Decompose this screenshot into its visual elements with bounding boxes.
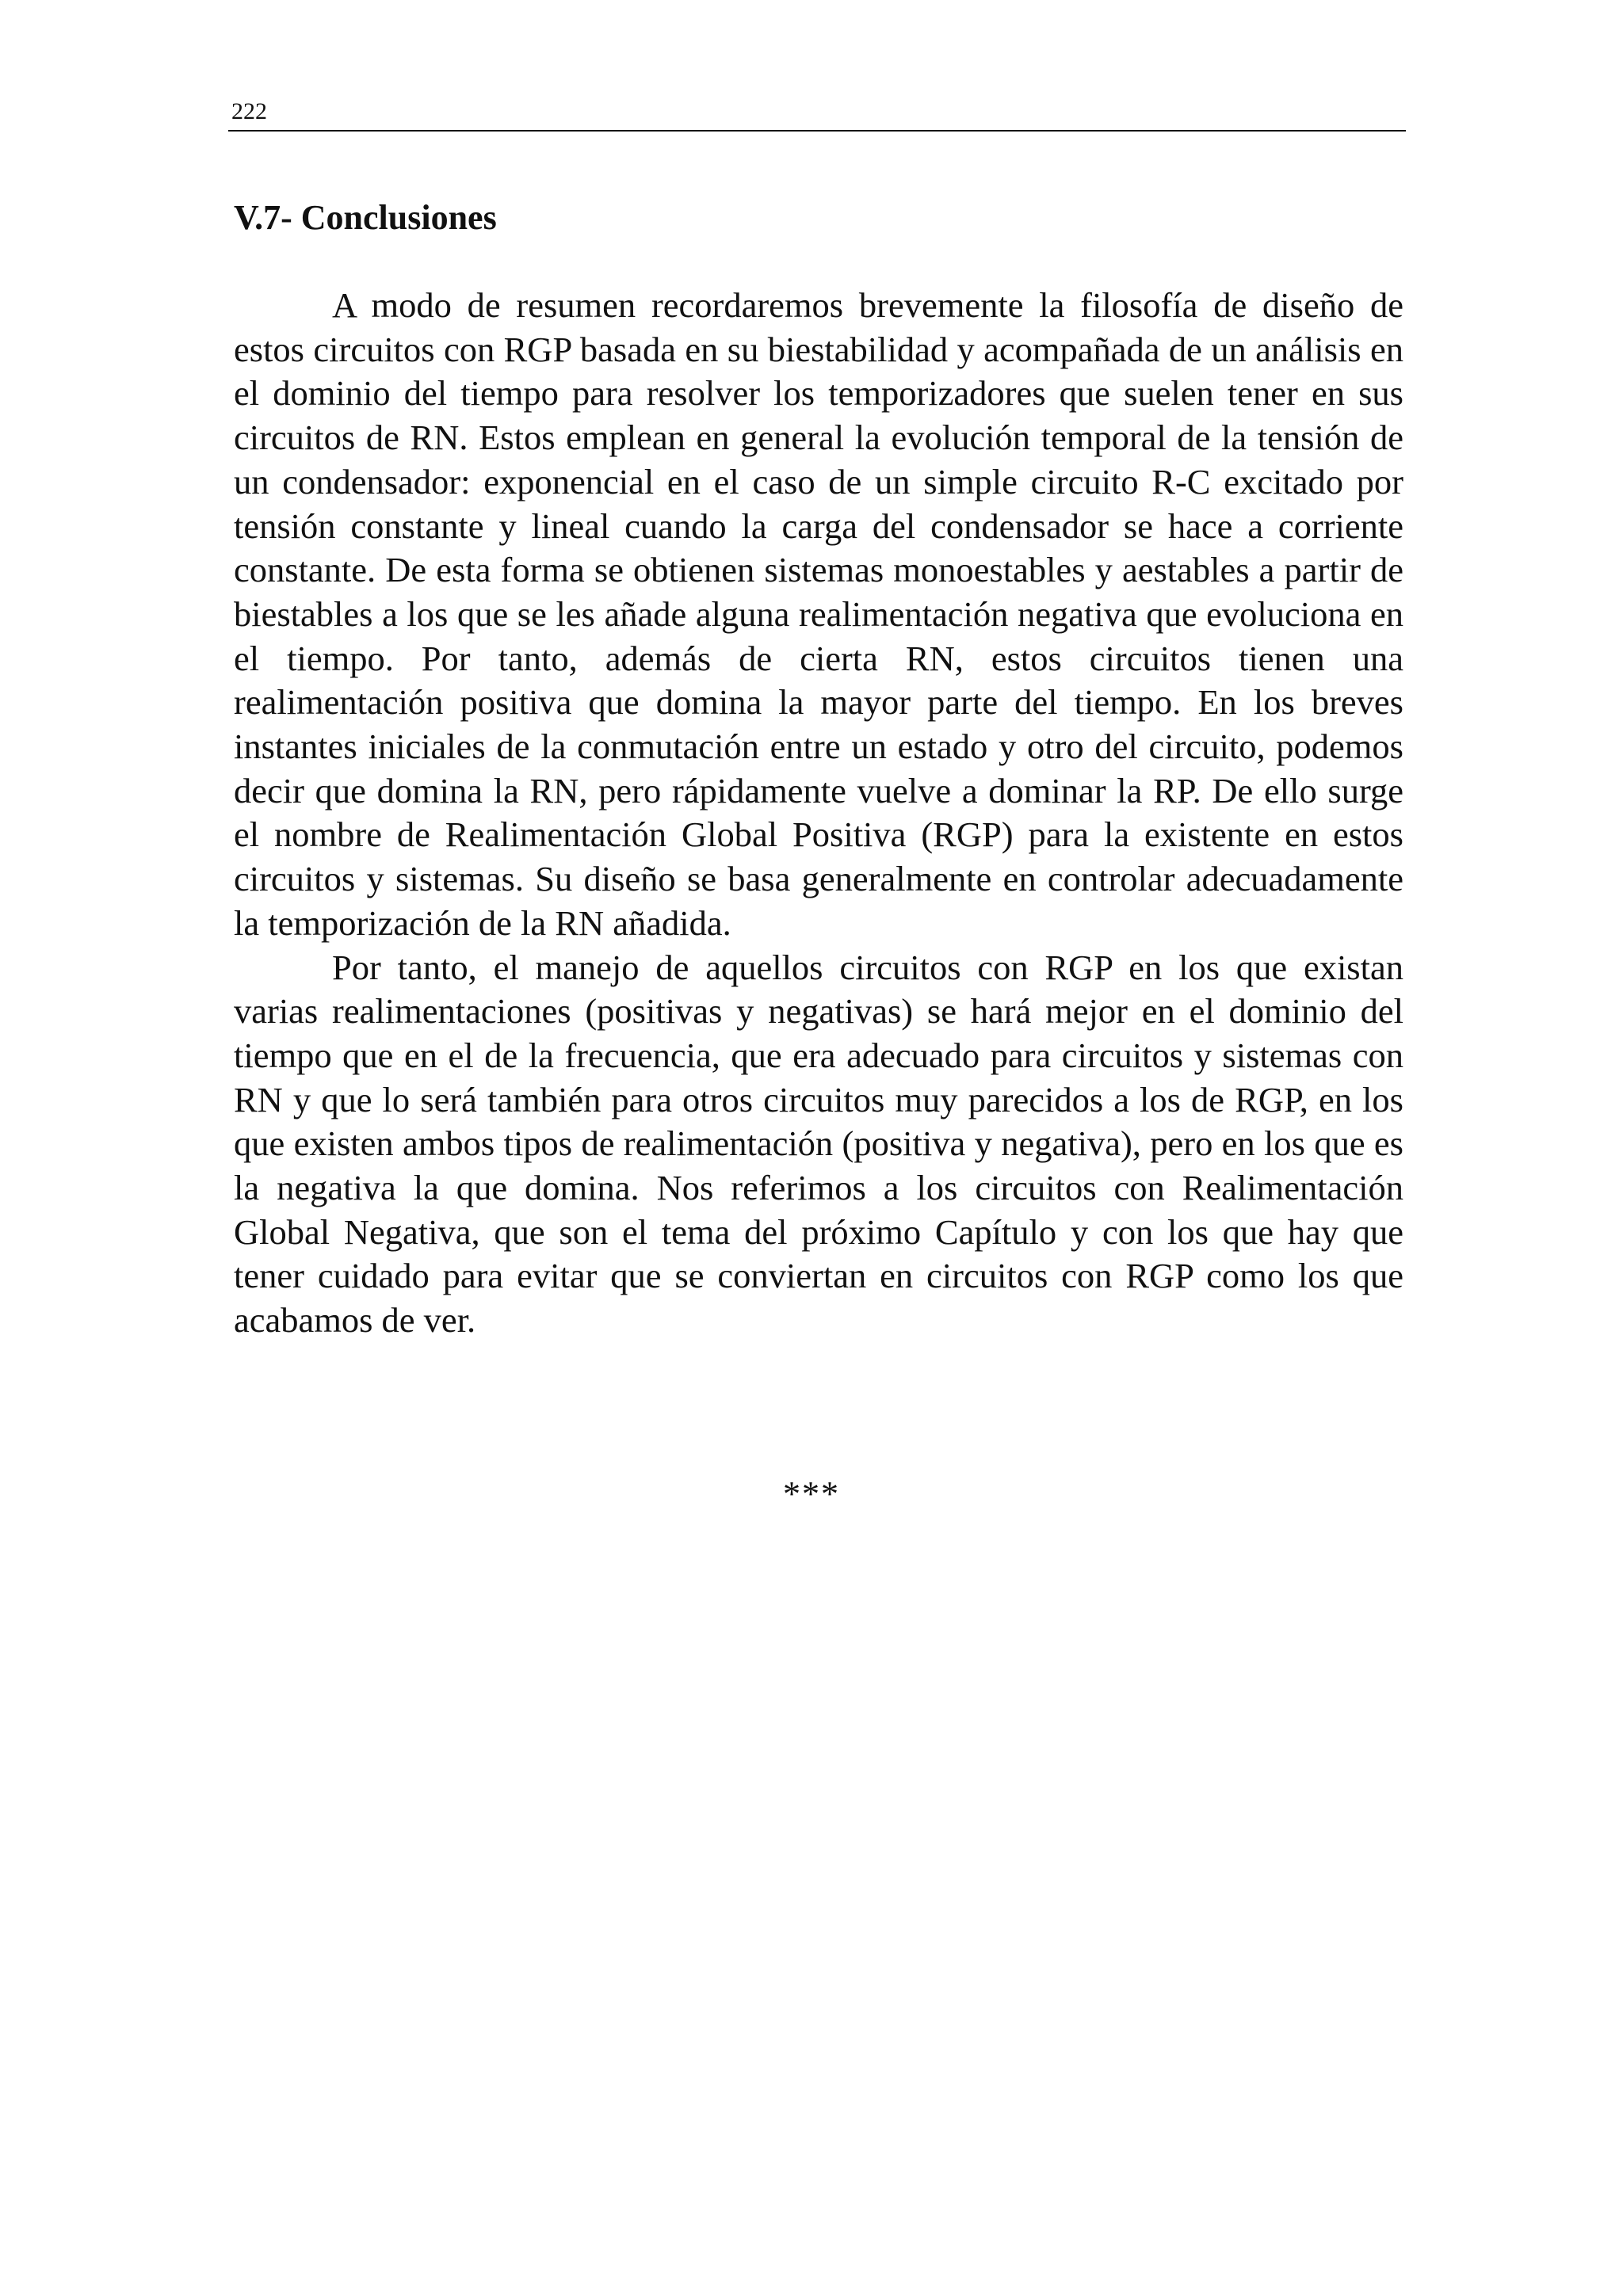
body-text (234, 284, 1403, 1343)
paragraph-1: A modo de resumen recordaremos brevemente la filosofía de diseño de estos circuitos con RGP basada en su biestabilidad y acompañada de un análisis en el dominio del tiempo para resolver los temporizadores que suelen tener en sus circuitos de RN. Estos emplean en general la evolución temporal de la tensión de un condensador: exponencial en el caso de un simple circuito R-C excitado por tensión constante y lineal cuando la carga del condensador se hace a corriente constante. De esta forma se obtienen sistemas monoestables y aestables a partir de biestables a los que se les añade alguna realimentación negativa que evoluciona en el tiempo. Por tanto, además de cierta RN, estos circuitos tienen una realimentación positiva que domina la mayor parte del tiempo. En los breves instantes iniciales de la conmutación entre un estado y otro del circuito, podemos decir que domina la RN, pero rápidamente vuelve a dominar la RP. De ello surge el nombre de Realimentación Global Positiva (RGP) para la existente en estos circuitos y sistemas. Su diseño se basa generalmente en controlar adecuadamente la temporización de la RN añadida. (234, 285, 1403, 943)
paragraph-2: Por tanto, el manejo de aquellos circuitos con RGP en los que existan varias realimentaciones (positivas y negativas) se hará mejor en el dominio del tiempo que en el de la frecuencia, que era adecuado para circuitos y sistemas con RN y que lo será también para otros circuitos muy parecidos a los de RGP, en los que existen ambos tipos de realimentación (positiva y negativa), pero en los que es la negativa la que domina. Nos referimos a los circuitos con Realimentación Global Negativa, que son el tema del próximo Capítulo y con los que hay que tener cuidado para evitar que se conviertan en circuitos con RGP como los que acabamos de ver. (234, 947, 1403, 1341)
header-rule (228, 130, 1406, 132)
section-title: V.7- Conclusiones (234, 198, 497, 237)
section-end-separator: *** (783, 1474, 840, 1513)
page-number: 222 (231, 98, 267, 124)
